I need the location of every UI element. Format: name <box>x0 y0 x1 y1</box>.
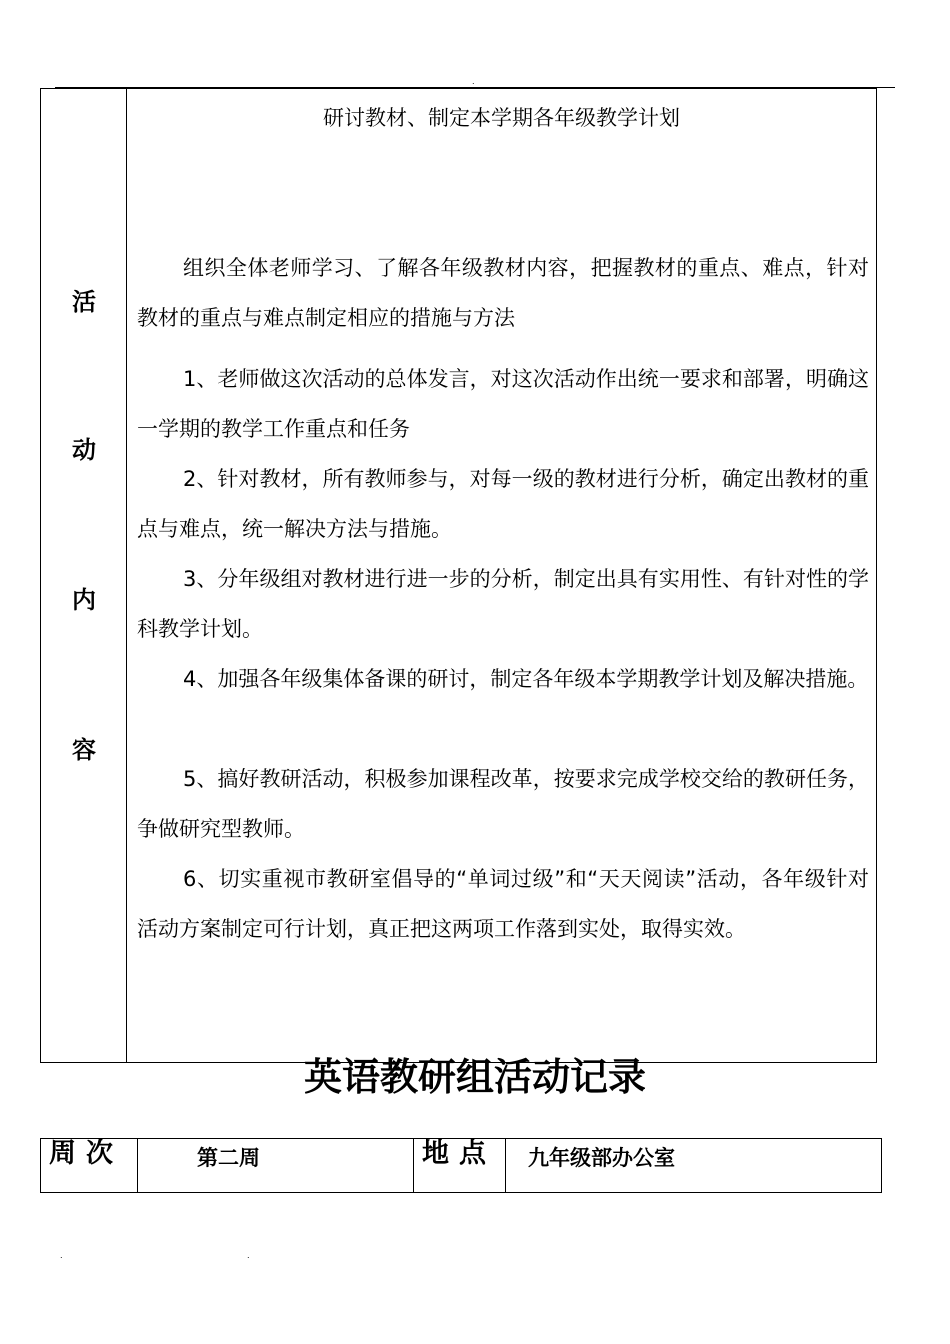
activity-item-2: 2、针对教材，所有教师参与，对每一级的教材进行分析，确定出教材的重点与难点，统一解决方法与措施。 <box>137 467 869 541</box>
page-title: 英语教研组活动记录 <box>303 1055 646 1099</box>
location-label: 地点 <box>422 1138 496 1169</box>
location-label-cell <box>414 1139 506 1192</box>
footer-dot-left: . <box>60 1251 63 1260</box>
activity-content-label-column <box>41 89 127 1062</box>
week-value: 第二周 <box>197 1146 260 1170</box>
label-char-rong: 容 <box>72 736 96 764</box>
label-char-huo: 活 <box>72 288 96 316</box>
activity-content-body <box>127 89 876 1062</box>
activity-intro-paragraph: 组织全体老师学习、了解各年级教材内容，把握教材的重点、难点，针对教材的重点与难点制定相应的措施与方法 <box>137 256 869 330</box>
week-value-cell <box>138 1139 414 1192</box>
activity-item-6: 6、切实重视市教研室倡导的“单词过级”和“天天阅读”活动，各年级针对活动方案制定可行计划，真正把这两项工作落到实处，取得实效。 <box>137 867 869 941</box>
activity-item-5: 5、搞好教研活动，积极参加课程改革，按要求完成学校交给的教研任务，争做研究型教师。 <box>137 767 869 841</box>
activity-content-table <box>40 88 877 1063</box>
location-value: 九年级部办公室 <box>528 1146 675 1170</box>
week-label-cell <box>41 1139 138 1192</box>
activity-item-1: 1、老师做这次活动的总体发言，对这次活动作出统一要求和部署，明确这一学期的教学工作重点和任务 <box>137 367 869 441</box>
header-dot: . <box>472 77 475 86</box>
week-label: 周次 <box>49 1138 123 1169</box>
activity-item-3: 3、分年级组对教材进行进一步的分析，制定出具有实用性、有针对性的学科教学计划。 <box>137 567 869 641</box>
activity-item-4: 4、加强各年级集体备课的研讨，制定各年级本学期教学计划及解决措施。 <box>183 667 869 691</box>
activity-info-table <box>40 1138 882 1193</box>
label-char-nei: 内 <box>72 586 96 614</box>
label-char-dong: 动 <box>72 436 96 464</box>
location-value-cell <box>506 1139 881 1192</box>
activity-topic-title: 研讨教材、制定本学期各年级教学计划 <box>323 106 680 130</box>
footer-dot-right: . <box>247 1251 250 1260</box>
